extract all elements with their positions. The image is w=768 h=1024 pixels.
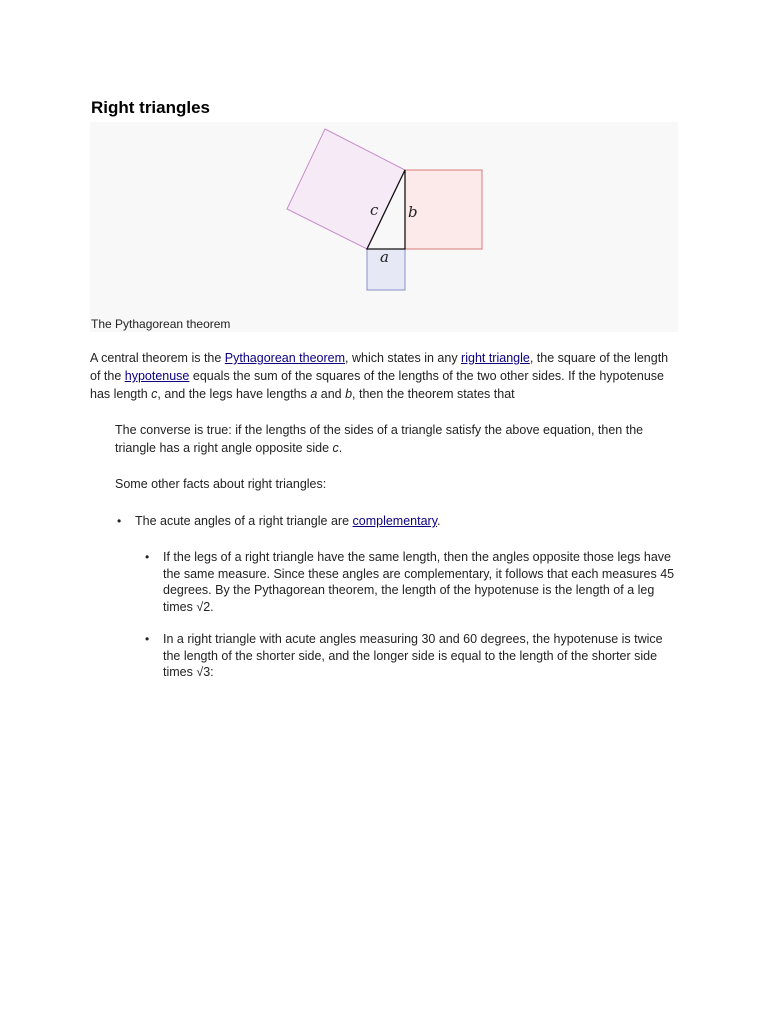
figure-box	[90, 122, 678, 332]
paragraph-text: , and the legs have lengths	[157, 387, 311, 401]
list-item-30-60-degrees: In a right triangle with acute angles measuring 30 and 60 degrees, the hypotenuse is twice the length of the shorter side, and the longer side is equal to the length of the shorter side times √3:	[163, 632, 663, 679]
paragraph-text: equals the sum of the squares of the lengths of the two other sides. If the hypotenuse has length	[90, 369, 664, 401]
bullet-icon: •	[145, 632, 150, 646]
figure-caption: The Pythagorean theorem	[91, 317, 231, 331]
paragraph-pythagorean	[90, 349, 680, 403]
variable-b: b	[345, 387, 353, 401]
label-a: a	[380, 248, 389, 266]
variable-c: c	[332, 441, 339, 455]
paragraph-other-facts: Some other facts about right triangles:	[115, 477, 327, 491]
pythagorean-diagram	[90, 122, 678, 332]
paragraph-text: and	[317, 387, 346, 401]
paragraph-text: .	[338, 441, 343, 455]
list-item-45-degrees: If the legs of a right triangle have the same length, then the angles opposite those legs have the same measure. Since these angles are complementary, it follows that each measures 45 degrees. By the Pythagorean theorem, the length of the hypotenuse is the length of a leg times √2.	[163, 550, 675, 614]
variable-c: c	[151, 387, 158, 401]
list-item-text: The acute angles of a right triangle are	[135, 514, 353, 528]
label-c: c	[370, 201, 379, 219]
label-b: b	[408, 203, 418, 221]
link-hypotenuse[interactable]: hypotenuse	[124, 369, 190, 383]
paragraph-text: , the square of the length of the	[90, 351, 669, 383]
paragraph-text: , which states in any	[345, 351, 462, 365]
list-item-complementary	[135, 513, 680, 530]
bullet-icon: •	[117, 514, 122, 528]
paragraph-text: A central theorem is the	[90, 351, 225, 365]
bullet-icon: •	[145, 550, 150, 564]
section-heading: Right triangles	[91, 98, 211, 117]
variable-a: a	[310, 387, 318, 401]
link-pythagorean-theorem[interactable]: Pythagorean theorem	[224, 351, 346, 365]
list-item-text: .	[437, 514, 441, 528]
paragraph-text: , then the theorem states that	[352, 387, 515, 401]
link-right-triangle[interactable]: right triangle	[461, 351, 530, 365]
paragraph-text: The converse is true: if the lengths of the sides of a triangle satisfy the above equation, then the triangle has a right angle opposite side	[115, 423, 644, 455]
paragraph-converse	[115, 421, 680, 457]
square-on-hypotenuse	[287, 129, 405, 249]
link-complementary[interactable]: complementary	[352, 514, 438, 528]
